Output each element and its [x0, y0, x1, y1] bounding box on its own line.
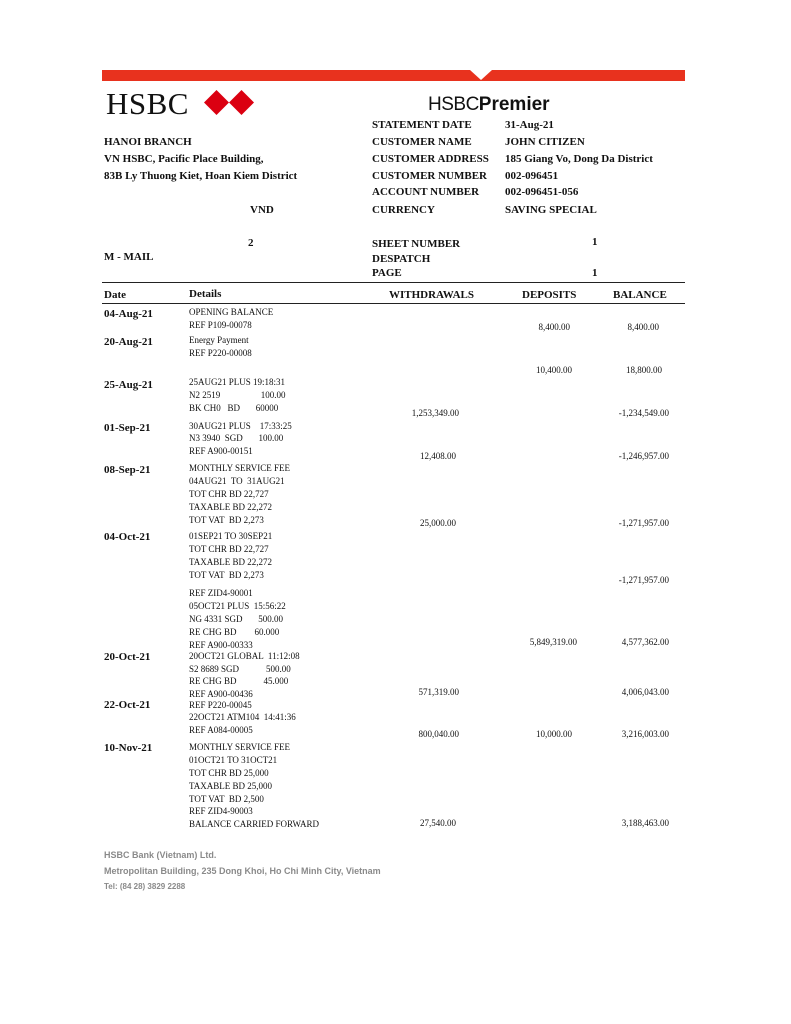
page-value: 1: [592, 267, 598, 279]
table-top-rule: [102, 282, 685, 283]
branch-address-line1: VN HSBC, Pacific Place Building,: [104, 153, 264, 165]
balance-amount: -1,234,549.00: [618, 408, 669, 418]
deposit-amount: 5,849,319.00: [529, 637, 577, 647]
customer-name-label: CUSTOMER NAME: [372, 136, 472, 148]
customer-name-value: JOHN CITIZEN: [505, 136, 585, 148]
detail-line: MONTHLY SERVICE FEE: [189, 742, 291, 752]
account-number-label: ACCOUNT NUMBER: [372, 186, 480, 198]
footer-tel: Tel: (84 28) 3829 2288: [104, 882, 186, 891]
header-bar-notch: [470, 70, 492, 82]
currency-code: VND: [250, 204, 274, 216]
detail-line: NG 4331 SGD 500.00: [189, 614, 284, 624]
col-header-details: Details: [189, 288, 222, 300]
detail-line: REF A900-00333: [189, 640, 253, 650]
detail-line: TOT VAT BD 2,273: [189, 515, 264, 525]
detail-line: RE CHG BD 45.000: [189, 676, 289, 686]
premier-prefix: HSBC: [428, 94, 479, 115]
detail-line: REF ZID4-90001: [189, 588, 253, 598]
balance-amount: -1,246,957.00: [618, 451, 669, 461]
detail-line: TOT VAT BD 2,500: [189, 794, 264, 804]
hsbc-hexagon-icon: [204, 90, 254, 115]
row-date: 20-Oct-21: [104, 651, 151, 663]
row-date: 08-Sep-21: [104, 464, 151, 476]
table-header-rule: [102, 303, 685, 304]
sheet-number-label: SHEET NUMBER: [372, 238, 461, 250]
footer-address: Metropolitan Building, 235 Dong Khoi, Ho Chi Minh City, Vietnam: [104, 866, 381, 876]
hsbc-logo: [106, 86, 189, 122]
detail-line: 22OCT21 ATM104 14:41:36: [189, 712, 296, 722]
customer-number-label: CUSTOMER NUMBER: [372, 170, 488, 182]
detail-line: RE CHG BD 60.000: [189, 627, 280, 637]
deposit-amount: 8,400.00: [538, 322, 570, 332]
balance-amount: 8,400.00: [627, 322, 659, 332]
branch-address-line2: 83B Ly Thuong Kiet, Hoan Kiem District: [104, 170, 298, 182]
col-header-date: Date: [104, 289, 126, 301]
detail-line: OPENING BALANCE: [189, 307, 274, 317]
despatch-mode: M - MAIL: [104, 251, 154, 263]
branch-name: HANOI BRANCH: [104, 136, 192, 148]
withdrawal-amount: 1,253,349.00: [411, 408, 459, 418]
sheet-count: 2: [248, 237, 254, 249]
deposit-amount: 10,400.00: [536, 365, 572, 375]
row-date: 10-Nov-21: [104, 742, 153, 754]
row-date: 04-Aug-21: [104, 308, 153, 320]
balance-amount: -1,271,957.00: [618, 518, 669, 528]
withdrawal-amount: 25,000.00: [420, 518, 456, 528]
detail-line: BALANCE CARRIED FORWARD: [189, 819, 320, 829]
detail-line: N2 2519 100.00: [189, 390, 286, 400]
detail-line: REF P220-00045: [189, 700, 252, 710]
detail-line: REF P109-00078: [189, 320, 252, 330]
detail-line: REF P220-00008: [189, 348, 252, 358]
detail-line: TOT VAT BD 2,273: [189, 570, 264, 580]
hsbc-logo-text: HSBC: [106, 86, 189, 121]
deposit-amount: 10,000.00: [536, 729, 572, 739]
despatch-label: DESPATCH: [372, 253, 431, 265]
detail-line: TAXABLE BD 22,272: [189, 502, 273, 512]
detail-line: S2 8689 SGD 500.00: [189, 664, 291, 674]
statement-date-label: STATEMENT DATE: [372, 119, 472, 131]
withdrawal-amount: 800,040.00: [418, 729, 459, 739]
col-header-withdrawals: WITHDRAWALS: [389, 289, 474, 301]
detail-line: 04AUG21 TO 31AUG21: [189, 476, 285, 486]
detail-line: N3 3940 SGD 100.00: [189, 433, 284, 443]
row-date: 25-Aug-21: [104, 379, 153, 391]
detail-line: TAXABLE BD 22,272: [189, 557, 273, 567]
detail-line: TAXABLE BD 25,000: [189, 781, 273, 791]
row-date: 01-Sep-21: [104, 422, 151, 434]
detail-line: BK CH0 BD 60000: [189, 403, 279, 413]
detail-line: 01SEP21 TO 30SEP21: [189, 531, 273, 541]
customer-address-value: 185 Giang Vo, Dong Da District: [505, 153, 653, 165]
detail-line: 20OCT21 GLOBAL 11:12:08: [189, 651, 300, 661]
balance-amount: -1,271,957.00: [618, 575, 669, 585]
withdrawal-amount: 571,319.00: [418, 687, 459, 697]
detail-line: REF A900-00151: [189, 446, 253, 456]
footer-bank-name: HSBC Bank (Vietnam) Ltd.: [104, 850, 217, 860]
detail-line: 01OCT21 TO 31OCT21: [189, 755, 278, 765]
detail-line: REF A900-00436: [189, 689, 253, 699]
detail-line: 25AUG21 PLUS 19:18:31: [189, 377, 286, 387]
withdrawal-amount: 12,408.00: [420, 451, 456, 461]
statement-date-value: 31-Aug-21: [505, 119, 554, 131]
balance-amount: 3,188,463.00: [621, 818, 669, 828]
header-red-bar: [102, 70, 685, 81]
customer-number-value: 002-096451: [505, 170, 559, 182]
detail-line: TOT CHR BD 25,000: [189, 768, 269, 778]
row-date: 04-Oct-21: [104, 531, 151, 543]
row-date: 20-Aug-21: [104, 336, 153, 348]
balance-amount: 18,800.00: [626, 365, 662, 375]
detail-line: REF A084-00005: [189, 725, 253, 735]
withdrawal-amount: 27,540.00: [420, 818, 456, 828]
detail-line: Energy Payment: [189, 335, 249, 345]
row-date: 22-Oct-21: [104, 699, 151, 711]
detail-line: TOT CHR BD 22,727: [189, 489, 269, 499]
col-header-balance: BALANCE: [613, 289, 667, 301]
detail-line: MONTHLY SERVICE FEE: [189, 463, 291, 473]
sheet-number-value: 1: [592, 236, 598, 248]
col-header-deposits: DEPOSITS: [522, 289, 577, 301]
balance-amount: 3,216,003.00: [621, 729, 669, 739]
detail-line: 05OCT21 PLUS 15:56:22: [189, 601, 286, 611]
account-number-value: 002-096451-056: [505, 186, 579, 198]
premier-suffix: Premier: [478, 94, 550, 115]
hsbc-premier-logo: [428, 94, 550, 116]
balance-amount: 4,577,362.00: [621, 637, 669, 647]
page-label: PAGE: [372, 267, 402, 279]
detail-line: 30AUG21 PLUS 17:33:25: [189, 421, 292, 431]
currency-label: CURRENCY: [372, 204, 435, 216]
customer-address-label: CUSTOMER ADDRESS: [372, 153, 489, 165]
currency-value: SAVING SPECIAL: [505, 204, 597, 216]
detail-line: TOT CHR BD 22,727: [189, 544, 269, 554]
balance-amount: 4,006,043.00: [621, 687, 669, 697]
detail-line: REF ZID4-90003: [189, 806, 253, 816]
